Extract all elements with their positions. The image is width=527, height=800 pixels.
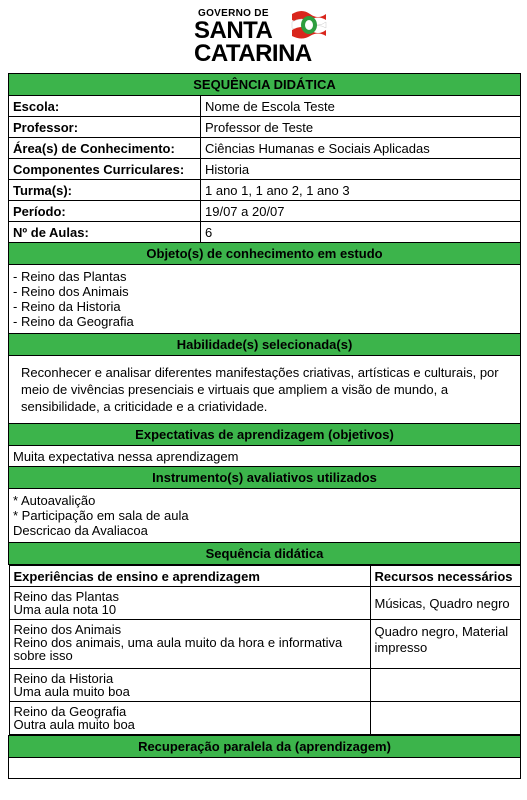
experience-cell xyxy=(9,587,370,620)
resources-cell: Quadro negro, Material impresso xyxy=(370,620,520,669)
sequencia-table xyxy=(9,565,521,735)
table-row xyxy=(9,620,520,669)
recuperacao-body xyxy=(9,758,521,779)
info-row-professor xyxy=(9,117,521,138)
header-logo xyxy=(0,4,527,66)
info-label: Componentes Curriculares: xyxy=(9,159,201,180)
experience-title: Reino das Plantas xyxy=(13,589,120,604)
experience-desc: Uma aula nota 10 xyxy=(13,602,117,617)
resources-cell: Músicas, Quadro negro xyxy=(370,587,520,620)
list-item: Descricao da Avaliacoa xyxy=(13,523,148,538)
info-label: Período: xyxy=(9,201,201,222)
table-row xyxy=(9,587,520,620)
list-item: - Reino das Plantas xyxy=(13,269,127,284)
list-item: * Autoavalição xyxy=(13,493,96,508)
info-value: Nome de Escola Teste xyxy=(201,96,521,117)
info-row-componentes xyxy=(9,159,521,180)
objetos-header: Objeto(s) de conhecimento em estudo xyxy=(9,243,521,265)
sequencia-didatica-table xyxy=(8,73,521,779)
instrumentos-header: Instrumento(s) avaliativos utilizados xyxy=(9,467,521,489)
logo-line-santa: SANTA xyxy=(194,17,273,44)
list-item: * Participação em sala de aula xyxy=(13,508,189,523)
instrumentos-list xyxy=(9,489,521,543)
info-label: Área(s) de Conhecimento: xyxy=(9,138,201,159)
list-item: - Reino dos Animais xyxy=(13,284,129,299)
info-value: 1 ano 1, 1 ano 2, 1 ano 3 xyxy=(201,180,521,201)
info-label: Turma(s): xyxy=(9,180,201,201)
info-row-escola xyxy=(9,96,521,117)
experience-desc: Reino dos animais, uma aula muito da hora e informativa sobre isso xyxy=(13,635,343,663)
resources-cell xyxy=(370,669,520,702)
experience-desc: Uma aula muito boa xyxy=(13,684,130,699)
info-row-turmas xyxy=(9,180,521,201)
list-item: - Reino da Geografia xyxy=(13,314,134,329)
table-row xyxy=(9,669,520,702)
info-value: 6 xyxy=(201,222,521,243)
experience-cell xyxy=(9,702,370,735)
info-row-aulas xyxy=(9,222,521,243)
info-row-area xyxy=(9,138,521,159)
expectativas-text: Muita expectativa nessa aprendizagem xyxy=(9,446,521,467)
experience-desc: Outra aula muito boa xyxy=(13,717,135,732)
info-value: 19/07 a 20/07 xyxy=(201,201,521,222)
info-value: Ciências Humanas e Sociais Aplicadas xyxy=(201,138,521,159)
experience-title: Reino da Geografia xyxy=(13,704,127,719)
sequencia-header: Sequência didática xyxy=(9,543,521,565)
experience-cell xyxy=(9,669,370,702)
info-label: Nº de Aulas: xyxy=(9,222,201,243)
table-row xyxy=(9,702,520,735)
habilidades-text: Reconhecer e analisar diferentes manifestações criativas, artísticas e culturais, por meio de vivências presenciais e virtuais que ampliem a visão de mundo, a sensibilidade, a criticidade e a criatividade. xyxy=(9,356,521,424)
info-value: Historia xyxy=(201,159,521,180)
habilidades-header: Habilidade(s) selecionada(s) xyxy=(9,334,521,356)
list-item: - Reino da Historia xyxy=(13,299,121,314)
info-row-periodo xyxy=(9,201,521,222)
logo-line-governo: GOVERNO DE xyxy=(198,8,269,19)
recuperacao-header: Recuperação paralela da (aprendizagem) xyxy=(9,736,521,758)
document-title: SEQUÊNCIA DIDÁTICA xyxy=(9,74,521,96)
flag-icon xyxy=(288,8,328,42)
logo-line-catarina: CATARINA xyxy=(194,40,312,67)
info-value: Professor de Teste xyxy=(201,117,521,138)
info-label: Escola: xyxy=(9,96,201,117)
experience-title: Reino da Historia xyxy=(13,671,114,686)
objetos-list xyxy=(9,265,521,334)
column-header-recursos: Recursos necessários xyxy=(370,566,520,587)
column-header-experiencias: Experiências de ensino e aprendizagem xyxy=(9,566,370,587)
experience-cell xyxy=(9,620,370,669)
sequencia-wrapper xyxy=(9,565,521,736)
experience-title: Reino dos Animais xyxy=(13,622,122,637)
info-label: Professor: xyxy=(9,117,201,138)
governo-sc-logo xyxy=(190,4,340,66)
resources-cell xyxy=(370,702,520,735)
expectativas-header: Expectativas de aprendizagem (objetivos) xyxy=(9,424,521,446)
